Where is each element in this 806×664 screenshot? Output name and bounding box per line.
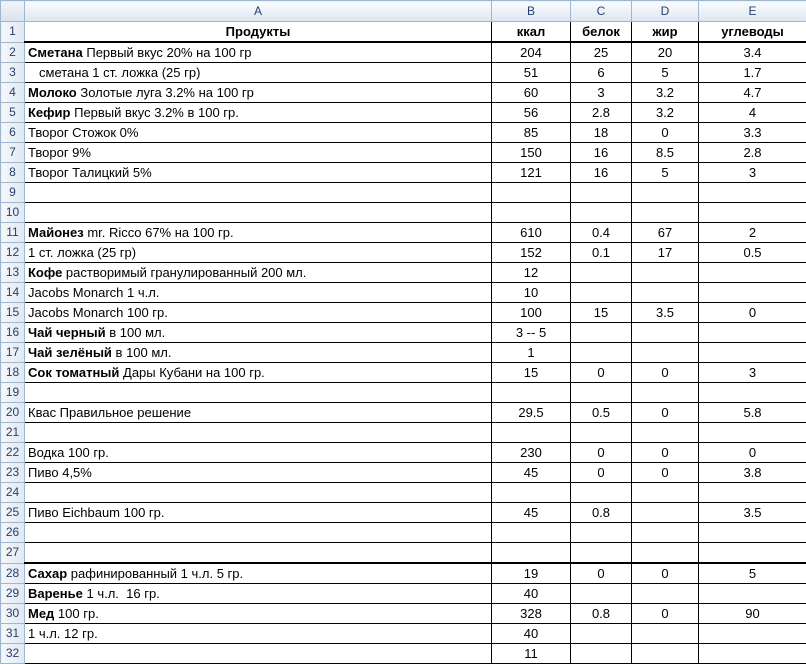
fat-cell[interactable]: 0: [632, 463, 699, 483]
product-description: Jacobs Monarch 100 гр.: [28, 305, 168, 320]
product-description: 100 гр.: [54, 606, 99, 621]
table-row: [1, 323, 806, 343]
header-cell-protein[interactable]: белок: [571, 22, 632, 43]
table-row: [1, 483, 806, 503]
table-row: [1, 463, 806, 483]
kcal-cell[interactable]: 19: [492, 563, 571, 584]
protein-cell[interactable]: [571, 343, 632, 363]
row-header[interactable]: 27: [1, 543, 25, 564]
protein-cell[interactable]: 18: [571, 123, 632, 143]
fat-cell[interactable]: [632, 503, 699, 523]
kcal-cell[interactable]: 15: [492, 363, 571, 383]
table-row: [1, 644, 806, 664]
kcal-cell[interactable]: 152: [492, 243, 571, 263]
column-header-b[interactable]: B: [492, 1, 571, 22]
product-cell[interactable]: [25, 123, 492, 143]
table-row: [1, 403, 806, 423]
table-row: [1, 624, 806, 644]
product-cell[interactable]: [25, 83, 492, 103]
carbs-cell[interactable]: 2: [699, 223, 806, 243]
kcal-cell[interactable]: 100: [492, 303, 571, 323]
row-header[interactable]: 26: [1, 523, 25, 543]
fat-cell[interactable]: [632, 624, 699, 644]
protein-cell[interactable]: [571, 263, 632, 283]
fat-cell[interactable]: 67: [632, 223, 699, 243]
product-cell[interactable]: [25, 323, 492, 343]
carbs-cell[interactable]: [699, 543, 806, 564]
protein-cell[interactable]: [571, 584, 632, 604]
product-description: Пиво Eichbaum 100 гр.: [28, 505, 165, 520]
fat-cell[interactable]: 0: [632, 443, 699, 463]
kcal-cell[interactable]: 11: [492, 644, 571, 664]
fat-cell[interactable]: [632, 584, 699, 604]
product-cell[interactable]: [25, 584, 492, 604]
row-header[interactable]: 20: [1, 403, 25, 423]
row-header[interactable]: 6: [1, 123, 25, 143]
fat-cell[interactable]: [632, 523, 699, 543]
product-cell[interactable]: [25, 503, 492, 523]
table-row: [1, 243, 806, 263]
carbs-cell[interactable]: 4.7: [699, 83, 806, 103]
table-header-row: [1, 22, 806, 43]
kcal-cell[interactable]: 610: [492, 223, 571, 243]
protein-cell[interactable]: 0.1: [571, 243, 632, 263]
kcal-cell[interactable]: [492, 523, 571, 543]
table-row: [1, 503, 806, 523]
product-bold-name: Кофе: [28, 265, 62, 280]
row-header[interactable]: 10: [1, 203, 25, 223]
table-row: [1, 183, 806, 203]
product-cell[interactable]: [25, 543, 492, 564]
protein-cell[interactable]: 0: [571, 563, 632, 584]
protein-cell[interactable]: 0.8: [571, 604, 632, 624]
protein-cell[interactable]: 0.4: [571, 223, 632, 243]
kcal-cell[interactable]: 1: [492, 343, 571, 363]
table-row: [1, 523, 806, 543]
product-bold-name: Кефир: [28, 105, 70, 120]
fat-cell[interactable]: 8.5: [632, 143, 699, 163]
product-cell[interactable]: [25, 223, 492, 243]
product-cell[interactable]: [25, 624, 492, 644]
row-header[interactable]: 19: [1, 383, 25, 403]
table-row: [1, 42, 806, 63]
product-description: Первый вкус 20% на 100 гр: [83, 45, 252, 60]
column-header-c[interactable]: C: [571, 1, 632, 22]
row-header[interactable]: 9: [1, 183, 25, 203]
fat-cell[interactable]: [632, 483, 699, 503]
protein-cell[interactable]: [571, 423, 632, 443]
table-row: [1, 203, 806, 223]
product-description: Творог 9%: [28, 145, 91, 160]
product-description: в 100 мл.: [112, 345, 172, 360]
kcal-cell[interactable]: 3 -- 5: [492, 323, 571, 343]
product-cell[interactable]: [25, 283, 492, 303]
fat-cell[interactable]: 5: [632, 163, 699, 183]
sheet-body: [1, 22, 806, 664]
protein-cell[interactable]: [571, 203, 632, 223]
fat-cell[interactable]: 20: [632, 42, 699, 63]
kcal-cell[interactable]: 230: [492, 443, 571, 463]
kcal-cell[interactable]: [492, 423, 571, 443]
kcal-cell[interactable]: [492, 483, 571, 503]
carbs-cell[interactable]: 3.8: [699, 463, 806, 483]
carbs-cell[interactable]: [699, 203, 806, 223]
product-description: рафинированный 1 ч.л. 5 гр.: [67, 566, 243, 581]
row-header[interactable]: 1: [1, 22, 25, 43]
header-cell-carbs[interactable]: углеводы: [699, 22, 806, 43]
kcal-cell[interactable]: 150: [492, 143, 571, 163]
table-row: [1, 163, 806, 183]
carbs-cell[interactable]: 90: [699, 604, 806, 624]
protein-cell[interactable]: 16: [571, 143, 632, 163]
table-row: [1, 423, 806, 443]
carbs-cell[interactable]: 3.3: [699, 123, 806, 143]
fat-cell[interactable]: 0: [632, 604, 699, 624]
protein-cell[interactable]: [571, 483, 632, 503]
table-row: [1, 103, 806, 123]
product-cell[interactable]: [25, 423, 492, 443]
carbs-cell[interactable]: 4: [699, 103, 806, 123]
kcal-cell[interactable]: [492, 543, 571, 564]
row-header[interactable]: 12: [1, 243, 25, 263]
fat-cell[interactable]: 0: [632, 563, 699, 584]
row-header[interactable]: 5: [1, 103, 25, 123]
product-cell[interactable]: [25, 604, 492, 624]
product-bold-name: Сахар: [28, 566, 67, 581]
product-cell[interactable]: [25, 563, 492, 584]
protein-cell[interactable]: 0.5: [571, 403, 632, 423]
header-cell-products[interactable]: Продукты: [25, 22, 492, 43]
carbs-cell[interactable]: 1.7: [699, 63, 806, 83]
carbs-cell[interactable]: [699, 183, 806, 203]
product-cell[interactable]: [25, 463, 492, 483]
carbs-cell[interactable]: [699, 343, 806, 363]
protein-cell[interactable]: 6: [571, 63, 632, 83]
carbs-cell[interactable]: [699, 383, 806, 403]
kcal-cell[interactable]: [492, 203, 571, 223]
kcal-cell[interactable]: [492, 183, 571, 203]
product-description: сметана 1 ст. ложка (25 гр): [39, 65, 200, 80]
product-cell[interactable]: [25, 163, 492, 183]
fat-cell[interactable]: [632, 383, 699, 403]
fat-cell[interactable]: [632, 543, 699, 564]
row-header[interactable]: 14: [1, 283, 25, 303]
product-description: Творог Талицкий 5%: [28, 165, 152, 180]
carbs-cell[interactable]: 3.5: [699, 503, 806, 523]
row-header[interactable]: 16: [1, 323, 25, 343]
product-description: 1 ч.л. 12 гр.: [28, 626, 98, 641]
protein-cell[interactable]: [571, 323, 632, 343]
product-cell[interactable]: [25, 243, 492, 263]
carbs-cell[interactable]: 5: [699, 563, 806, 584]
fat-cell[interactable]: [632, 323, 699, 343]
fat-cell[interactable]: 3.2: [632, 103, 699, 123]
product-cell[interactable]: [25, 263, 492, 283]
fat-cell[interactable]: 3.2: [632, 83, 699, 103]
protein-cell[interactable]: [571, 543, 632, 564]
row-header[interactable]: 31: [1, 624, 25, 644]
product-cell[interactable]: [25, 63, 492, 83]
kcal-cell[interactable]: 45: [492, 463, 571, 483]
table-row: [1, 584, 806, 604]
row-header[interactable]: 15: [1, 303, 25, 323]
product-cell[interactable]: [25, 183, 492, 203]
fat-cell[interactable]: [632, 423, 699, 443]
product-cell[interactable]: [25, 363, 492, 383]
carbs-cell[interactable]: [699, 584, 806, 604]
row-header[interactable]: 8: [1, 163, 25, 183]
table-row: [1, 443, 806, 463]
row-header[interactable]: 17: [1, 343, 25, 363]
row-header[interactable]: 23: [1, 463, 25, 483]
row-header[interactable]: 18: [1, 363, 25, 383]
carbs-cell[interactable]: [699, 624, 806, 644]
carbs-cell[interactable]: [699, 423, 806, 443]
table-row: [1, 363, 806, 383]
protein-cell[interactable]: [571, 383, 632, 403]
table-row: [1, 223, 806, 243]
fat-cell[interactable]: 0: [632, 363, 699, 383]
carbs-cell[interactable]: 3: [699, 163, 806, 183]
table-row: [1, 123, 806, 143]
row-header[interactable]: 30: [1, 604, 25, 624]
product-bold-name: Сок томатный: [28, 365, 119, 380]
kcal-cell[interactable]: 60: [492, 83, 571, 103]
kcal-cell[interactable]: 204: [492, 42, 571, 63]
product-description: 1 ст. ложка (25 гр): [28, 245, 136, 260]
fat-cell[interactable]: [632, 263, 699, 283]
protein-cell[interactable]: [571, 644, 632, 664]
row-header[interactable]: 28: [1, 563, 25, 584]
table-row: [1, 303, 806, 323]
product-description: Золотые луга 3.2% на 100 гр: [77, 85, 254, 100]
table-row: [1, 343, 806, 363]
product-cell[interactable]: [25, 42, 492, 63]
product-cell[interactable]: [25, 483, 492, 503]
protein-cell[interactable]: [571, 183, 632, 203]
header-cell-fat[interactable]: жир: [632, 22, 699, 43]
product-description: Первый вкус 3.2% в 100 гр.: [70, 105, 238, 120]
table-row: [1, 604, 806, 624]
protein-cell[interactable]: [571, 523, 632, 543]
table-row: [1, 263, 806, 283]
product-description: Водка 100 гр.: [28, 445, 109, 460]
product-description: mr. Ricco 67% на 100 гр.: [84, 225, 234, 240]
row-header[interactable]: 32: [1, 644, 25, 664]
table-row: [1, 143, 806, 163]
column-header-a[interactable]: A: [25, 1, 492, 22]
table-row: [1, 543, 806, 564]
kcal-cell[interactable]: 51: [492, 63, 571, 83]
row-header[interactable]: 21: [1, 423, 25, 443]
protein-cell[interactable]: 2.8: [571, 103, 632, 123]
header-cell-kcal[interactable]: ккал: [492, 22, 571, 43]
table-row: [1, 563, 806, 584]
protein-cell[interactable]: 0.8: [571, 503, 632, 523]
carbs-cell[interactable]: 3: [699, 363, 806, 383]
kcal-cell[interactable]: 121: [492, 163, 571, 183]
product-cell[interactable]: [25, 103, 492, 123]
product-description: Квас Правильное решение: [28, 405, 191, 420]
kcal-cell[interactable]: 40: [492, 624, 571, 644]
protein-cell[interactable]: [571, 624, 632, 644]
carbs-cell[interactable]: [699, 283, 806, 303]
product-description: 1 ч.л. 16 гр.: [83, 586, 160, 601]
product-cell[interactable]: [25, 303, 492, 323]
carbs-cell[interactable]: [699, 483, 806, 503]
fat-cell[interactable]: 0: [632, 403, 699, 423]
row-header[interactable]: 3: [1, 63, 25, 83]
carbs-cell[interactable]: [699, 644, 806, 664]
product-bold-name: Мед: [28, 606, 54, 621]
table-row: [1, 283, 806, 303]
carbs-cell[interactable]: [699, 263, 806, 283]
protein-cell[interactable]: 15: [571, 303, 632, 323]
product-description: Дары Кубани на 100 гр.: [119, 365, 264, 380]
product-description: Творог Стожок 0%: [28, 125, 138, 140]
carbs-cell[interactable]: [699, 323, 806, 343]
row-header[interactable]: 25: [1, 503, 25, 523]
protein-cell[interactable]: [571, 283, 632, 303]
product-description: растворимый гранулированный 200 мл.: [62, 265, 306, 280]
table-row: [1, 383, 806, 403]
kcal-cell[interactable]: [492, 383, 571, 403]
product-cell[interactable]: [25, 343, 492, 363]
product-cell[interactable]: [25, 523, 492, 543]
fat-cell[interactable]: [632, 283, 699, 303]
carbs-cell[interactable]: 0: [699, 303, 806, 323]
row-header[interactable]: 2: [1, 42, 25, 63]
row-header[interactable]: 4: [1, 83, 25, 103]
protein-cell[interactable]: 0: [571, 463, 632, 483]
kcal-cell[interactable]: 40: [492, 584, 571, 604]
fat-cell[interactable]: 0: [632, 123, 699, 143]
product-bold-name: Чай зелёный: [28, 345, 112, 360]
kcal-cell[interactable]: 29.5: [492, 403, 571, 423]
protein-cell[interactable]: 0: [571, 363, 632, 383]
fat-cell[interactable]: [632, 644, 699, 664]
row-header[interactable]: 7: [1, 143, 25, 163]
column-header-d[interactable]: D: [632, 1, 699, 22]
table-row: [1, 83, 806, 103]
protein-cell[interactable]: 0: [571, 443, 632, 463]
row-header[interactable]: 22: [1, 443, 25, 463]
carbs-cell[interactable]: [699, 523, 806, 543]
carbs-cell[interactable]: 3.4: [699, 42, 806, 63]
protein-cell[interactable]: 25: [571, 42, 632, 63]
fat-cell[interactable]: 3.5: [632, 303, 699, 323]
product-cell[interactable]: [25, 143, 492, 163]
row-header[interactable]: 11: [1, 223, 25, 243]
kcal-cell[interactable]: 10: [492, 283, 571, 303]
table-row: [1, 63, 806, 83]
kcal-cell[interactable]: 56: [492, 103, 571, 123]
fat-cell[interactable]: [632, 183, 699, 203]
product-bold-name: Майонез: [28, 225, 84, 240]
kcal-cell[interactable]: 45: [492, 503, 571, 523]
kcal-cell[interactable]: 12: [492, 263, 571, 283]
row-header[interactable]: 29: [1, 584, 25, 604]
product-cell[interactable]: [25, 203, 492, 223]
product-description: Пиво 4,5%: [28, 465, 92, 480]
protein-cell[interactable]: 3: [571, 83, 632, 103]
carbs-cell[interactable]: 2.8: [699, 143, 806, 163]
product-cell[interactable]: [25, 403, 492, 423]
fat-cell[interactable]: [632, 343, 699, 363]
product-cell[interactable]: [25, 383, 492, 403]
column-header-row: [1, 1, 806, 22]
fat-cell[interactable]: 17: [632, 243, 699, 263]
product-cell[interactable]: [25, 443, 492, 463]
column-header-e[interactable]: E: [699, 1, 806, 22]
product-bold-name: Чай черный: [28, 325, 106, 340]
carbs-cell[interactable]: 0: [699, 443, 806, 463]
carbs-cell[interactable]: 0.5: [699, 243, 806, 263]
select-all-corner[interactable]: [1, 1, 25, 22]
fat-cell[interactable]: 5: [632, 63, 699, 83]
product-bold-name: Варенье: [28, 586, 83, 601]
carbs-cell[interactable]: 5.8: [699, 403, 806, 423]
row-header[interactable]: 24: [1, 483, 25, 503]
protein-cell[interactable]: 16: [571, 163, 632, 183]
product-bold-name: Молоко: [28, 85, 77, 100]
product-bold-name: Сметана: [28, 45, 83, 60]
product-description: в 100 мл.: [106, 325, 166, 340]
product-description: Jacobs Monarch 1 ч.л.: [28, 285, 159, 300]
fat-cell[interactable]: [632, 203, 699, 223]
row-header[interactable]: 13: [1, 263, 25, 283]
kcal-cell[interactable]: 85: [492, 123, 571, 143]
kcal-cell[interactable]: 328: [492, 604, 571, 624]
product-cell[interactable]: [25, 644, 492, 664]
